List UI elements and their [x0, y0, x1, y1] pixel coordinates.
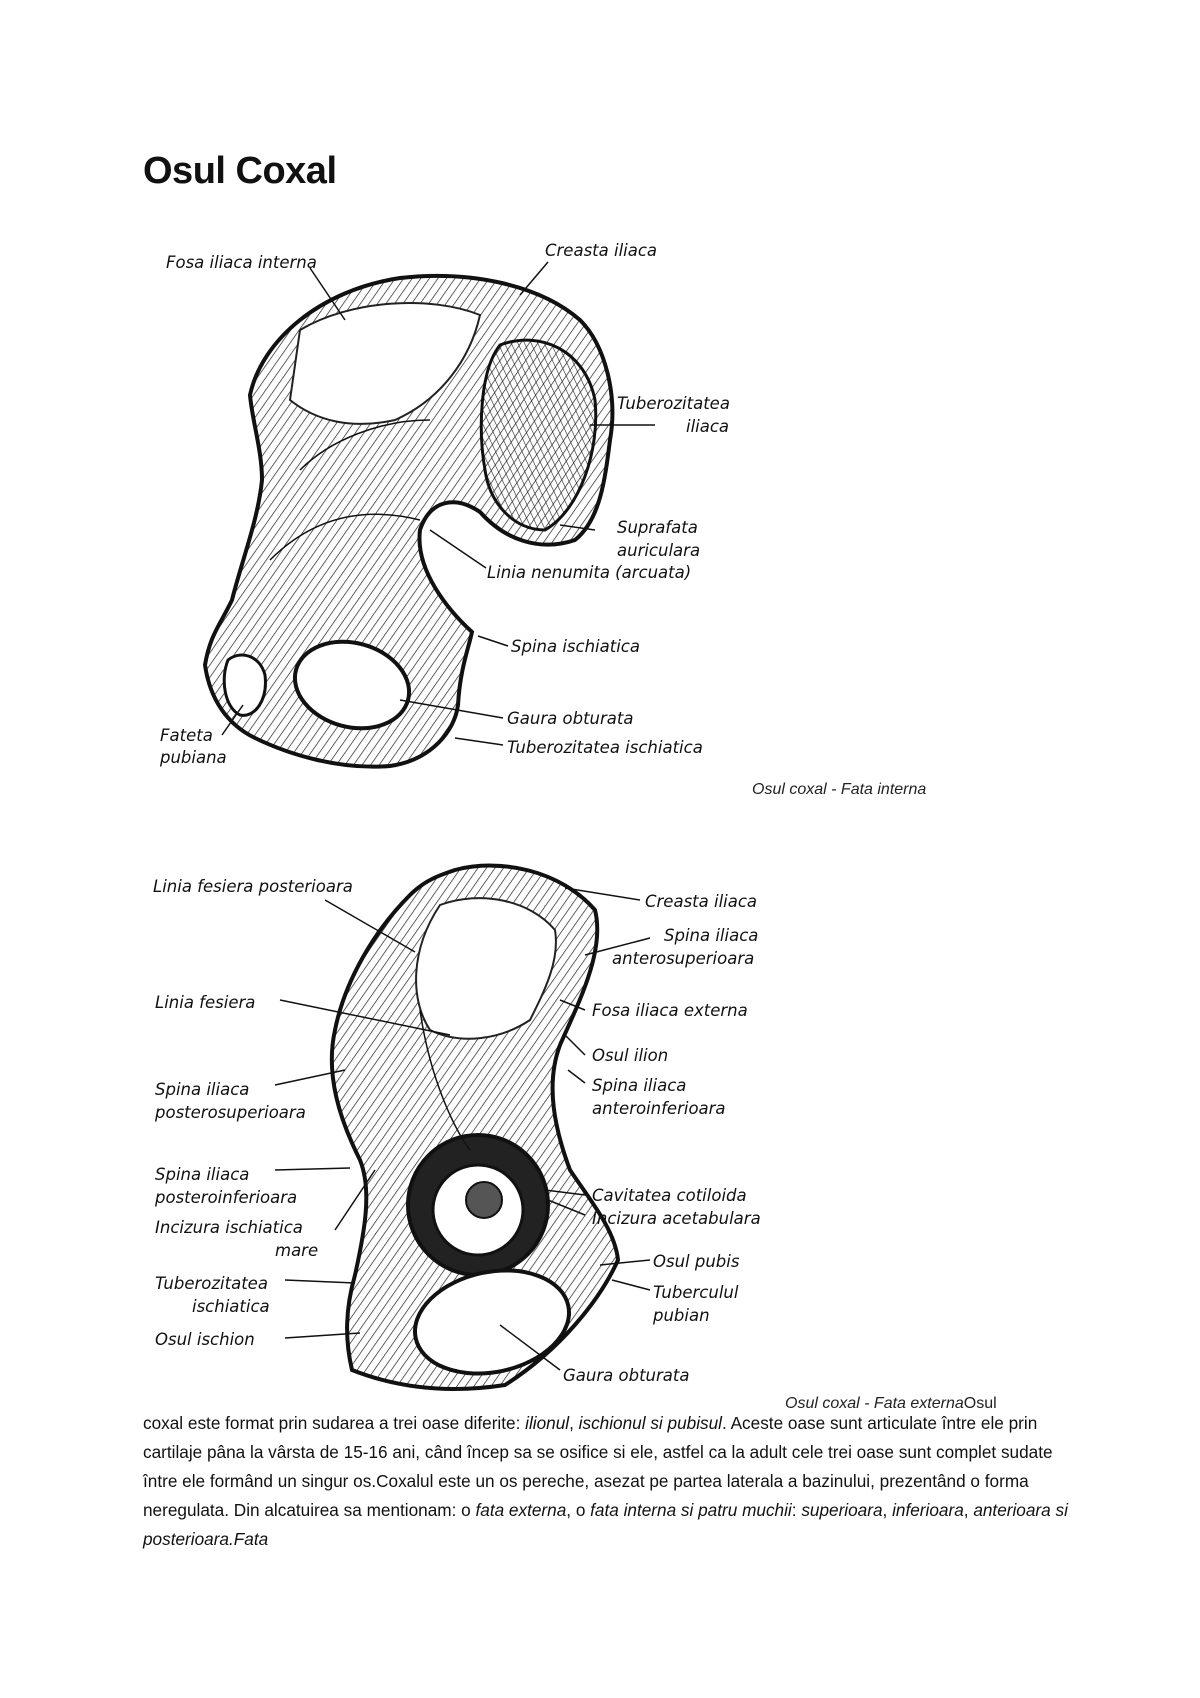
label-spina-posterosup-line1: Spina iliaca — [155, 1080, 250, 1099]
figure2-caption: Osul coxal - Fata externa — [785, 1395, 964, 1412]
label-creasta-iliaca-ext: Creasta iliaca — [645, 892, 758, 911]
page-title: Osul Coxal — [143, 150, 337, 192]
label-tuberculul-pubian-line2: pubian — [653, 1306, 710, 1325]
label-fateta-line1: Fateta — [160, 726, 213, 745]
label-cavitatea-cotiloida: Cavitatea cotiloida — [592, 1186, 747, 1205]
label-spina-posterosup-line2: posterosuperioara — [155, 1103, 306, 1122]
label-linia-fesiera-posterioara: Linia fesiera posterioara — [153, 877, 353, 896]
label-fosa-iliaca-externa: Fosa iliaca externa — [592, 1001, 748, 1020]
body-separator: , — [569, 1413, 579, 1433]
label-tuberozitatea-iliaca-line1: Tuberozitatea — [617, 394, 730, 413]
label-linia-nenumita: Linia nenumita (arcuata) — [487, 563, 692, 582]
label-suprafata-line1: Suprafata — [617, 518, 698, 537]
hip-bone-external-drawing — [332, 866, 618, 1389]
label-tuberozitatea-ischiatica-line1: Tuberozitatea — [155, 1274, 268, 1293]
label-spina-posteroinf-line1: Spina iliaca — [155, 1165, 250, 1184]
term-inferioara: inferioara — [892, 1500, 964, 1520]
figure1-caption: Osul coxal - Fata interna — [752, 781, 927, 798]
body-separator: , — [882, 1500, 893, 1520]
label-tuberozitatea-ischiatica-line2: ischiatica — [192, 1297, 270, 1316]
body-tail: .Fata — [229, 1529, 269, 1549]
label-linia-fesiera: Linia fesiera — [155, 993, 256, 1012]
label-incizura-ischiatica-line1: Incizura ischiatica — [155, 1218, 303, 1237]
body-text-1: coxal este format prin sudarea a trei oase diferite: — [143, 1413, 526, 1433]
term-patru-muchii: patru muchii — [698, 1500, 792, 1520]
hip-bone-internal-drawing — [205, 276, 612, 767]
term-anterioara: anterioara — [973, 1500, 1051, 1520]
label-spina-ischiatica: Spina ischiatica — [511, 637, 640, 656]
term-superioara: superioara — [801, 1500, 883, 1520]
body-text-2: . Aceste oase sunt articulate între ele prin cartilaje pâna la vârsta de 15-16 ani, când încep sa se osifice si ele, astfel ca la adult cele trei oase sunt complet sudate între ele formând un singur os.Coxalul este un os pereche, asezat pe partea laterala a bazinului, prezentând o forma neregulata. Din alcatuirea sa mentionam: o — [143, 1413, 1053, 1520]
bone-ilion: ilionul — [525, 1413, 570, 1433]
bone-pubis: pubisul — [667, 1413, 722, 1433]
label-spina-posteroinf-line2: posteroinferioara — [155, 1188, 298, 1207]
label-gaura-obturata-ext: Gaura obturata — [563, 1366, 690, 1385]
label-incizura-ischiatica-line2: mare — [275, 1241, 319, 1260]
label-tuberozitatea-iliaca-line2: iliaca — [686, 417, 730, 436]
body-separator: si — [1050, 1500, 1068, 1520]
label-osul-ilion: Osul ilion — [592, 1046, 669, 1065]
label-creasta-iliaca: Creasta iliaca — [545, 241, 658, 260]
body-separator: , o — [566, 1500, 591, 1520]
label-tuberculul-pubian-line1: Tuberculul — [653, 1283, 739, 1302]
label-suprafata-line2: auriculara — [617, 541, 701, 560]
body-separator: si — [645, 1413, 668, 1433]
label-fateta-line2: pubiana — [160, 748, 227, 767]
term-fata-interna: fata interna — [590, 1500, 677, 1520]
bone-ischion: ischionul — [578, 1413, 646, 1433]
label-spina-anteroinf-line2: anteroinferioara — [592, 1099, 726, 1118]
body-run-in: Osul — [963, 1395, 997, 1412]
label-osul-pubis: Osul pubis — [653, 1252, 740, 1271]
label-tuberozitatea-ischiatica: Tuberozitatea ischiatica — [507, 738, 703, 757]
term-fata-externa: fata externa — [475, 1500, 567, 1520]
body-paragraph — [143, 1409, 1073, 1554]
body-separator: , — [963, 1500, 974, 1520]
term-posterioara: posterioara — [143, 1529, 229, 1549]
label-spina-anterosup-line1: Spina iliaca — [664, 926, 759, 945]
label-incizura-acetabulara: Incizura acetabulara — [592, 1209, 761, 1228]
label-spina-anteroinf-line1: Spina iliaca — [592, 1076, 687, 1095]
label-osul-ischion: Osul ischion — [155, 1330, 255, 1349]
body-separator: si — [676, 1500, 699, 1520]
label-spina-anterosup-line2: anterosuperioara — [612, 949, 755, 968]
label-gaura-obturata: Gaura obturata — [507, 709, 634, 728]
label-fosa-iliaca-interna: Fosa iliaca interna — [166, 253, 317, 272]
body-separator: : — [791, 1500, 802, 1520]
